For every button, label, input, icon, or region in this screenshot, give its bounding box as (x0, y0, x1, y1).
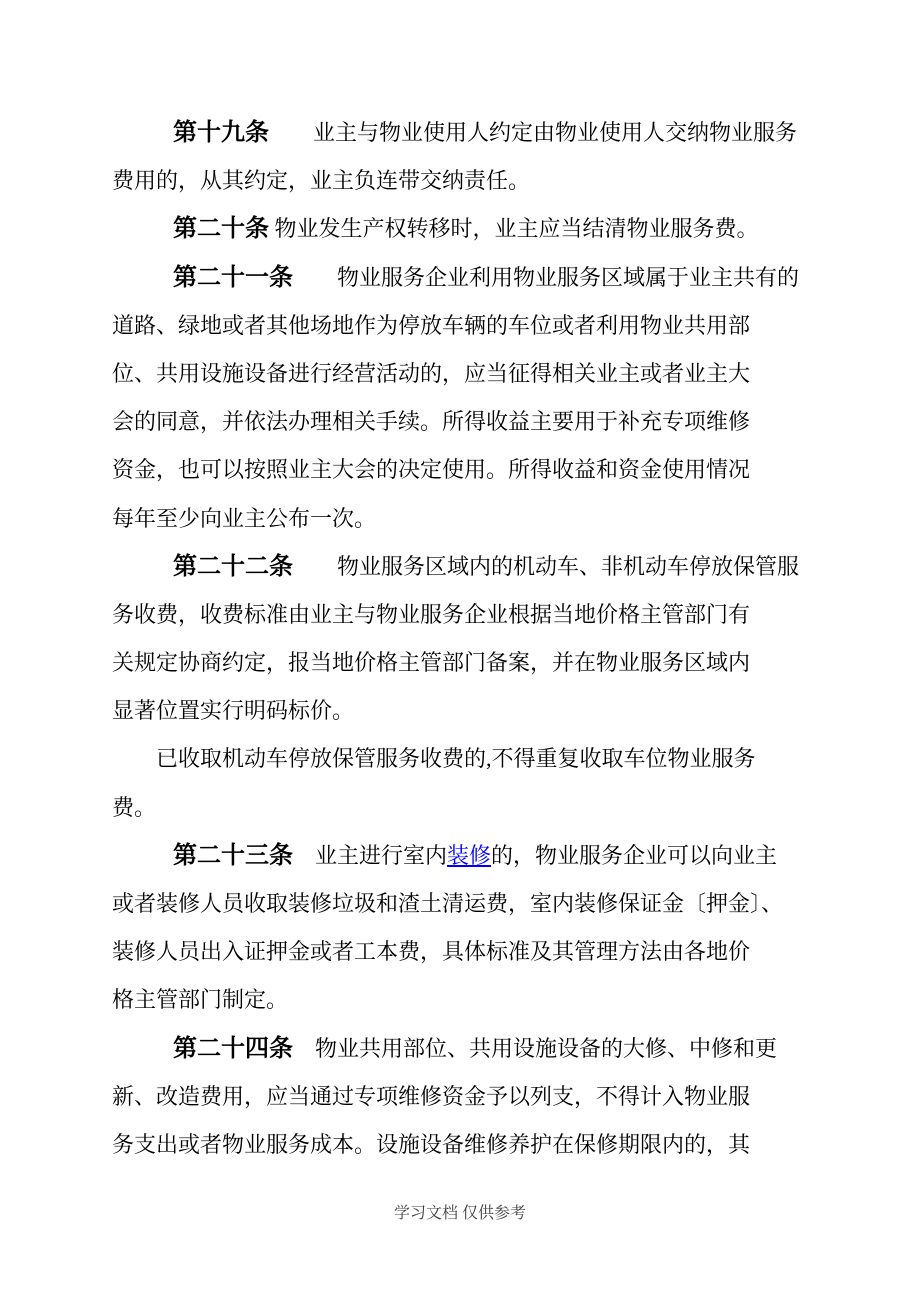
doc-text: 物业服务区域内的机动车、非机动车停放保管服 (293, 553, 800, 579)
doc-line (112, 446, 852, 494)
article-number: 第二十二条 (173, 552, 293, 580)
doc-line (112, 109, 852, 157)
paragraph (112, 109, 852, 205)
doc-line (112, 928, 852, 976)
doc-text: 资金，也可以按照业主大会的决定使用。所得收益和资金使用情况 (112, 457, 751, 483)
paragraph (112, 543, 852, 736)
document-content (112, 109, 852, 1169)
doc-line (112, 543, 852, 591)
doc-text: 物业共用部位、共用设施设备的大修、中修和更 (293, 1035, 778, 1061)
doc-line (112, 350, 852, 398)
doc-text: 关规定协商约定，报当地价格主管部门备案，并在物业服务区域内 (112, 650, 751, 676)
doc-line (112, 1073, 852, 1121)
doc-text: 业主与物业使用人约定由物业使用人交纳物业服务 (269, 120, 798, 145)
paragraph (112, 254, 852, 543)
doc-line (112, 302, 852, 350)
footer-note: 学习文档 仅供参考 (393, 1205, 526, 1222)
doc-text: 已收取机动车停放保管服务收费的,不得重复收取车位物业服务 (156, 746, 756, 772)
doc-text: 业主进行室内 (293, 842, 448, 868)
doc-line (112, 976, 852, 1024)
doc-text: 物业服务企业利用物业服务区域属于业主共有的 (293, 264, 800, 290)
doc-text: 物业发生产权转移时，业主应当结清物业服务费。 (269, 216, 759, 242)
doc-line (112, 398, 852, 446)
doc-text: 每年至少向业主公布一次。 (112, 505, 377, 531)
paragraph (112, 832, 852, 1025)
doc-text: 位、共用设施设备进行经营活动的，应当征得相关业主或者业主大 (112, 360, 751, 386)
doc-text: 道路、绿地或者其他场地作为停放车辆的车位或者利用物业共用部 (112, 312, 751, 338)
article-number: 第二十条 (173, 215, 269, 243)
doc-line (112, 687, 852, 735)
doc-line (112, 157, 852, 205)
doc-text: 显著位置实行明码标价。 (112, 698, 355, 724)
doc-text: 费。 (112, 794, 157, 820)
doc-text: 的，物业服务企业可以向业主 (491, 842, 778, 868)
doc-line (112, 832, 852, 880)
doc-text: 或者装修人员收取装修垃圾和渣土清运费，室内装修保证金〔押金〕、 (112, 891, 784, 916)
doc-line (112, 735, 852, 783)
article-number: 第十九条 (173, 119, 269, 146)
zhuangxiu-link[interactable]: 装修 (447, 842, 492, 868)
doc-line (112, 880, 852, 928)
article-number: 第二十四条 (173, 1034, 293, 1062)
article-number: 第二十一条 (173, 263, 293, 291)
doc-text: 装修人员出入证押金或者工本费，具体标准及其管理方法由各地价 (112, 939, 751, 965)
doc-line (112, 254, 852, 302)
doc-line (112, 205, 852, 253)
doc-line (112, 784, 852, 832)
doc-text: 费用的，从其约定，业主负连带交纳责任。 (112, 168, 531, 194)
doc-line (112, 495, 852, 543)
paragraph (112, 735, 852, 831)
article-number: 第二十三条 (173, 841, 293, 869)
doc-line (112, 1121, 852, 1169)
paragraph (112, 1025, 852, 1170)
doc-line (112, 591, 852, 639)
doc-text: 务支出或者物业服务成本。设施设备维修养护在保修期限内的，其 (112, 1131, 751, 1157)
paragraph (112, 205, 852, 253)
doc-text: 格主管部门制定。 (112, 987, 289, 1013)
doc-line (112, 1025, 852, 1073)
doc-line (112, 639, 852, 687)
doc-text: 新、改造费用，应当通过专项维修资金予以列支，不得计入物业服 (112, 1083, 751, 1109)
doc-text: 会的同意，并依法办理相关手续。所得收益主要用于补充专项维修 (112, 409, 751, 435)
doc-text: 务收费，收费标准由业主与物业服务企业根据当地价格主管部门有 (112, 601, 751, 627)
